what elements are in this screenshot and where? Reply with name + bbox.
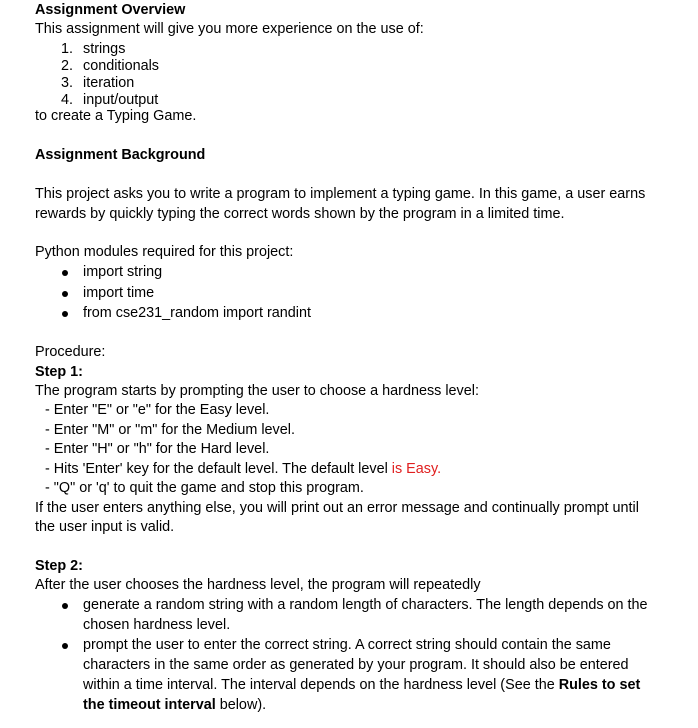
option-default-text: - Hits 'Enter' key for the default level. The default level bbox=[45, 461, 392, 477]
background-paragraph-line: rewards by quickly typing the correct words shown by the program in a limited time. bbox=[35, 206, 565, 222]
step1-else-line: If the user enters anything else, you will print out an error message and continually prompt until bbox=[35, 500, 639, 516]
overview-intro: This assignment will give you more experience on the use of: bbox=[35, 21, 424, 37]
option-hard: - Enter "H" or "h" for the Hard level. bbox=[45, 441, 270, 457]
list-item: generate a random string with a random length of characters. The length depends on the bbox=[83, 597, 648, 613]
list-item-number: 4. bbox=[61, 92, 74, 108]
list-item: strings bbox=[83, 41, 126, 57]
list-item: import time bbox=[83, 285, 155, 301]
bullet-icon bbox=[62, 311, 68, 317]
bullet-icon bbox=[62, 270, 68, 276]
list-item: conditionals bbox=[83, 58, 160, 74]
bullet-icon bbox=[62, 291, 68, 297]
step2-intro: After the user chooses the hardness level, the program will repeatedly bbox=[35, 577, 481, 593]
rules-reference: the timeout interval bbox=[83, 697, 216, 713]
step1-else-line: the user input is valid. bbox=[35, 519, 175, 535]
list-item: import string bbox=[83, 264, 163, 280]
list-item-continuation bbox=[83, 696, 266, 715]
option-easy: - Enter "E" or "e" for the Easy level. bbox=[45, 402, 270, 418]
rules-reference: Rules to set bbox=[558, 677, 641, 693]
default-highlight: is Easy. bbox=[391, 461, 442, 477]
bullet-icon bbox=[62, 643, 68, 649]
option-medium: - Enter "M" or "m" for the Medium level. bbox=[45, 422, 295, 438]
option-default bbox=[45, 460, 441, 479]
step1-heading: Step 1: bbox=[35, 364, 83, 380]
overview-heading: Assignment Overview bbox=[35, 2, 186, 18]
list-item-continuation: chosen hardness level. bbox=[83, 617, 231, 633]
step1-intro: The program starts by prompting the user to choose a hardness level: bbox=[35, 383, 479, 399]
list-item-number: 2. bbox=[61, 58, 74, 74]
procedure-label: Procedure: bbox=[35, 344, 106, 360]
list-item-continuation bbox=[83, 676, 640, 695]
overview-outro: to create a Typing Game. bbox=[35, 108, 197, 124]
option-quit: - "Q" or 'q' to quit the game and stop this program. bbox=[45, 480, 364, 496]
list-item-number: 3. bbox=[61, 75, 74, 91]
list-item-text: below). bbox=[215, 697, 267, 713]
modules-intro: Python modules required for this project: bbox=[35, 244, 294, 260]
list-item: prompt the user to enter the correct string. A correct string should contain the same bbox=[83, 637, 611, 653]
step2-heading: Step 2: bbox=[35, 558, 83, 574]
background-heading: Assignment Background bbox=[35, 147, 206, 163]
list-item: input/output bbox=[83, 92, 159, 108]
list-item: iteration bbox=[83, 75, 135, 91]
bullet-icon bbox=[62, 603, 68, 609]
list-item-text: within a time interval. The interval depends on the hardness level (See the bbox=[83, 677, 559, 693]
background-paragraph-line: This project asks you to write a program to implement a typing game. In this game, a user earns bbox=[35, 186, 646, 202]
list-item-continuation: characters in the same order as generated by your program. It should also be entered bbox=[83, 657, 629, 673]
list-item: from cse231_random import randint bbox=[83, 305, 311, 321]
list-item-number: 1. bbox=[61, 41, 74, 57]
